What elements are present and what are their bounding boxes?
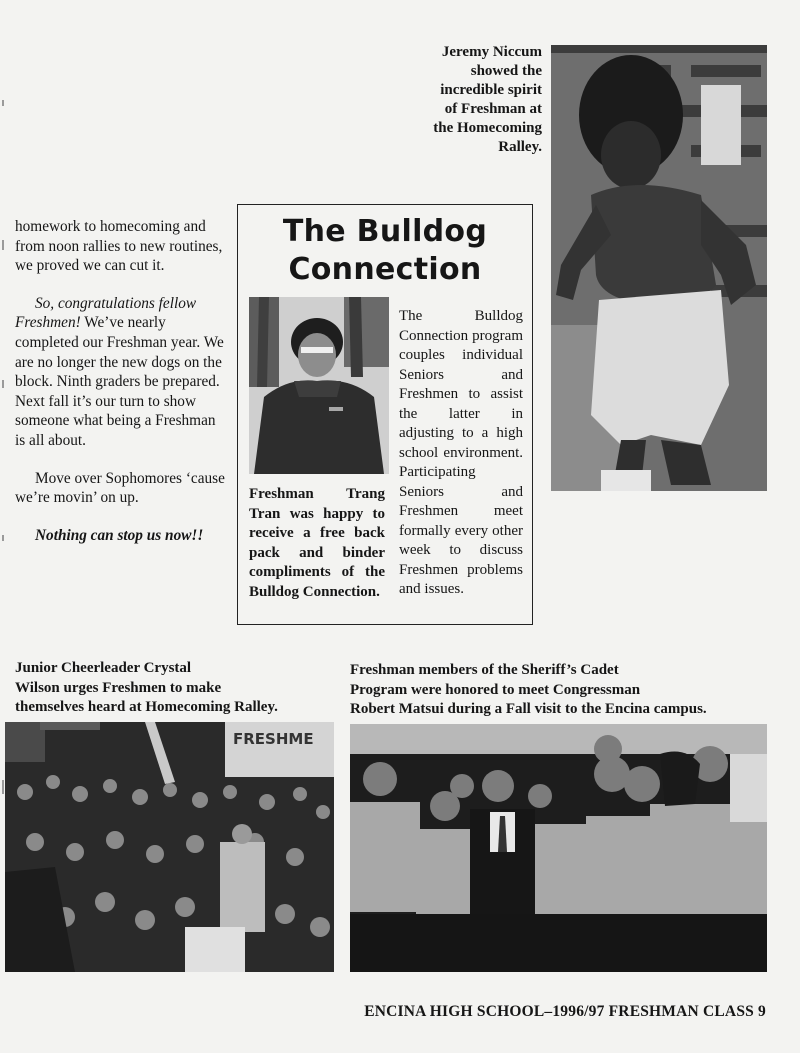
article-paragraph: Move over Sophomores ‘cause we’re movin’ on up. <box>15 469 225 507</box>
footer-text: ENCINA HIGH SCHOOL–1996/97 FRESHMAN CLASS <box>364 1003 754 1020</box>
sidebar-title: The Bulldog Connection <box>282 214 488 287</box>
sidebar-text: The Bulldog Connection program couples individual Seniors and Freshmen to assist the latter in adjusting to a high school environment. Participating Seniors and Freshmen meet formally every other week to discuss Freshmen problems and issues. <box>399 308 523 597</box>
photo-jeremy-niccum <box>551 45 767 491</box>
crowd-banner-text: FRESHME <box>233 730 314 748</box>
article-body <box>15 217 225 563</box>
article-paragraph: homework to homecoming and from noon rallies to new routines, we proved we can cut it. <box>15 218 223 275</box>
photo-sheriffs-cadets <box>350 724 767 972</box>
photo-homecoming-rally <box>5 722 334 972</box>
bulldog-connection-sidebar <box>237 204 533 625</box>
article-paragraph: So, congratulations fellow Freshmen! We’ve nearly completed our Freshman year. We are no longer the new dogs on the block. Ninth graders be prepared. Next fall it’s our turn to show someone what being a Freshman is all about. <box>15 294 224 449</box>
sidebar-photo-caption: Freshman Trang Tran was happy to receive a free back pack and binder compliments of the Bulldog Connection. <box>249 486 385 600</box>
article-closing-line: Nothing can stop us now!! <box>35 526 204 544</box>
page-number: 9 <box>758 1003 766 1020</box>
caption-jeremy-niccum: Jeremy Niccum showed the incredible spirit of Freshman at the Homecoming Ralley. <box>433 44 542 155</box>
photo-trang-tran <box>249 297 389 474</box>
caption-crystal-wilson: Junior Cheerleader Crystal Wilson urges Freshmen to make themselves heard at Homecoming Ralley. <box>15 660 278 715</box>
caption-sheriffs-cadet: Freshman members of the Sheriff’s Cadet Program were honored to meet Congressman Robert Matsui during a Fall visit to the Encina campus. <box>350 662 707 717</box>
page-footer <box>364 1003 766 1021</box>
